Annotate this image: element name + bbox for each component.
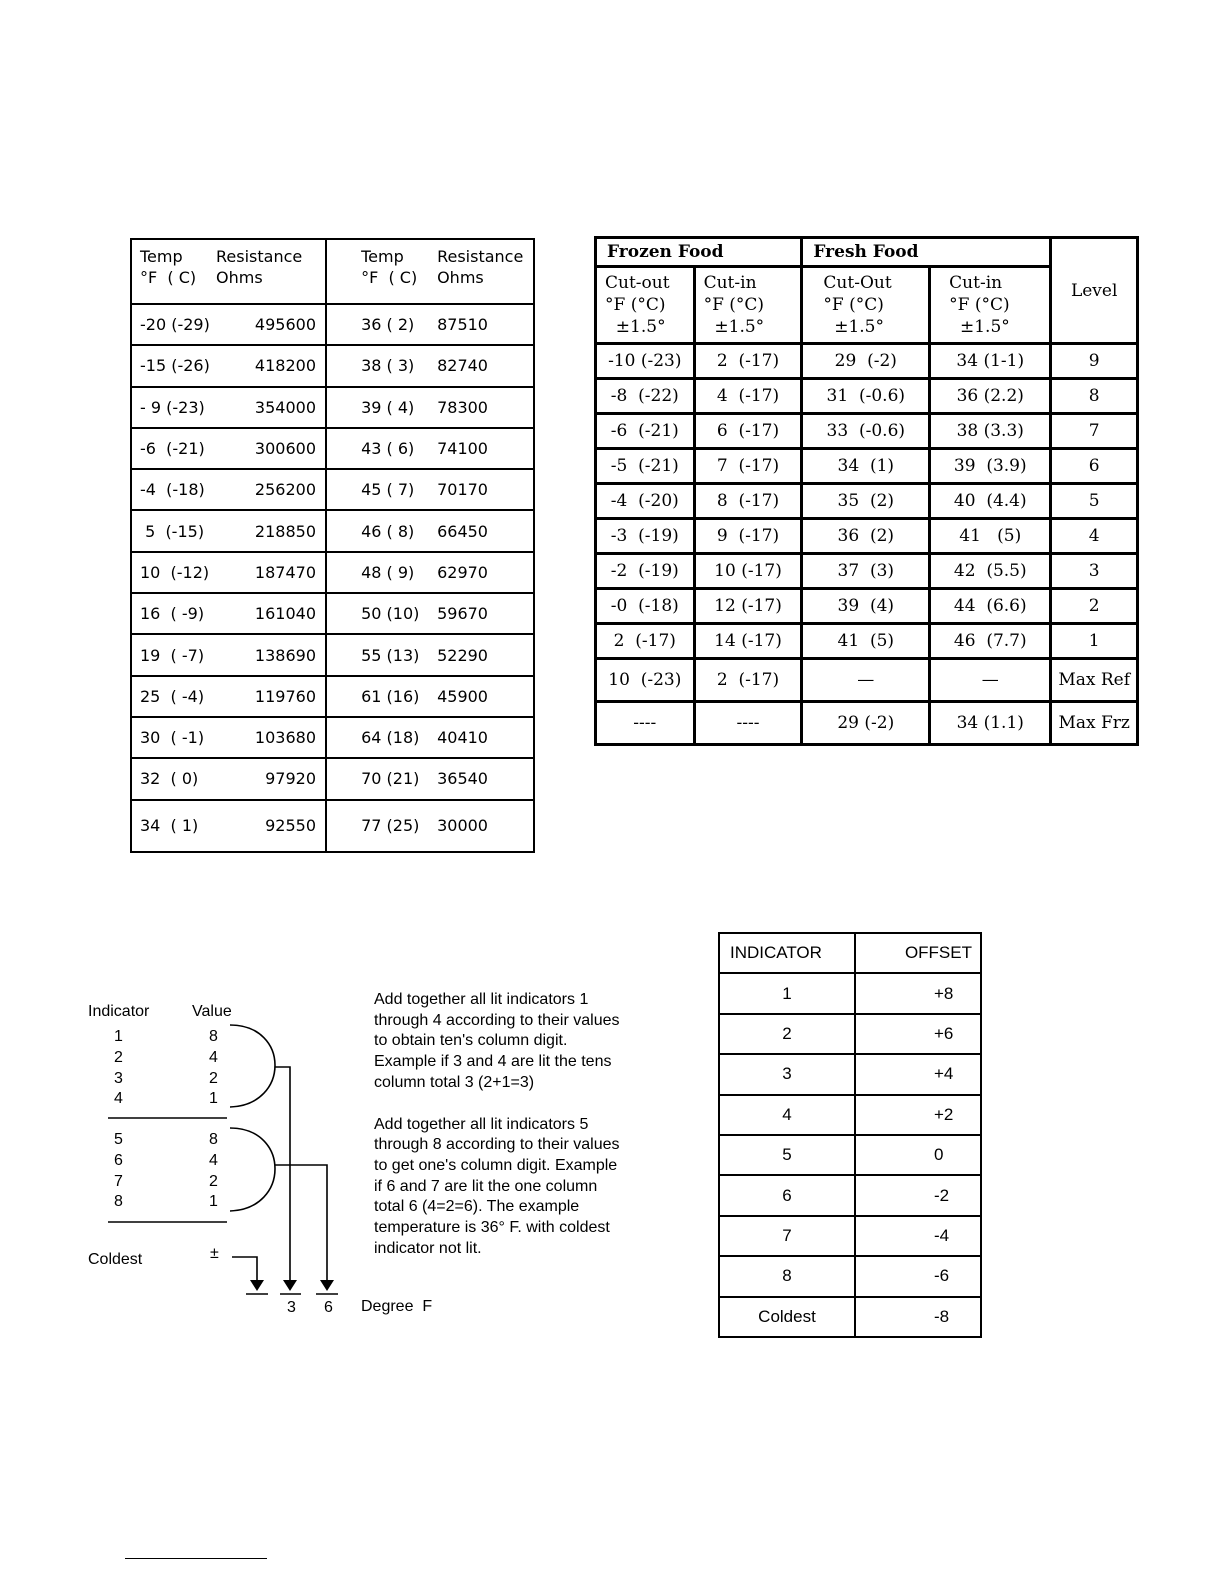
table-row [596, 344, 1138, 379]
resistance-left-cell [131, 717, 326, 758]
cut-cell-d: — [930, 659, 1051, 702]
table-row [131, 800, 534, 852]
table-row [596, 519, 1138, 554]
resistance-left-cell [131, 676, 326, 717]
cut-cell-b: 2 (-17) [694, 659, 802, 702]
resistance-left-cell [131, 387, 326, 428]
temp-value: - 9 (-23) [140, 397, 205, 417]
resistance-value: 40410 [437, 728, 488, 748]
table-row [131, 428, 534, 469]
table-row [596, 379, 1138, 414]
offset-cell: -6 [855, 1256, 981, 1296]
cut-cell-d: 42 (5.5) [930, 554, 1051, 589]
cut-cell-level: 3 [1051, 554, 1138, 589]
table-row [596, 589, 1138, 624]
cut-cell-a: -0 (-18) [596, 589, 695, 624]
indicator-number: 2 [114, 1048, 123, 1066]
table-row [596, 449, 1138, 484]
table-row [719, 973, 981, 1013]
cut-cell-b: 9 (-17) [694, 519, 802, 554]
table-row [719, 1135, 981, 1175]
temp-value: 25 ( -4) [140, 686, 205, 706]
resistance-left-cell [131, 800, 326, 852]
indicator-value: 2 [209, 1172, 218, 1190]
header-temp-right: Temp °F ( C) [361, 247, 418, 287]
resistance-value: 218850 [254, 521, 316, 541]
cut-cell-level: 9 [1051, 344, 1138, 379]
table-row [131, 552, 534, 593]
cut-cell-d: 39 (3.9) [930, 449, 1051, 484]
resistance-value: 78300 [437, 397, 488, 417]
indicator-cell: 3 [719, 1054, 855, 1094]
temp-value: 30 ( -1) [140, 728, 205, 748]
diagram-coldest-label: Coldest [88, 1251, 143, 1268]
resistance-right-cell [326, 717, 534, 758]
resistance-value: 66450 [437, 521, 488, 541]
resistance-header-left [131, 239, 326, 304]
sub-header-frozen-cutin: Cut-in °F (°C) ±1.5° [694, 267, 802, 344]
offset-cell: +4 [855, 1054, 981, 1094]
resistance-right-cell [326, 800, 534, 852]
resistance-left-cell [131, 469, 326, 510]
resistance-left-cell [131, 304, 326, 345]
resistance-right-cell [326, 758, 534, 799]
cut-cell-a: -6 (-21) [596, 414, 695, 449]
table-row [719, 1095, 981, 1135]
cut-cell-d: 40 (4.4) [930, 484, 1051, 519]
cut-cell-a: ---- [596, 702, 695, 745]
indicator-cell: 5 [719, 1135, 855, 1175]
table-row [131, 676, 534, 717]
level-header: Level [1051, 238, 1138, 344]
indicator-cell: 8 [719, 1256, 855, 1296]
cut-cell-b: 6 (-17) [694, 414, 802, 449]
table-row [719, 1297, 981, 1337]
resistance-left-cell [131, 552, 326, 593]
resistance-value: 52290 [437, 645, 488, 665]
resistance-left-cell [131, 634, 326, 675]
resistance-table [130, 238, 535, 853]
cut-cell-d: 44 (6.6) [930, 589, 1051, 624]
indicator-value: 8 [209, 1131, 218, 1148]
cut-cell-level: 2 [1051, 589, 1138, 624]
resistance-value: 70170 [437, 480, 488, 500]
resistance-right-cell [326, 387, 534, 428]
wire-coldest [232, 1257, 257, 1280]
offset-cell: +2 [855, 1095, 981, 1135]
header-temp-left: Temp °F ( C) [140, 247, 197, 287]
indicator-value: 4 [209, 1048, 218, 1066]
table-row [131, 717, 534, 758]
table-row [131, 387, 534, 428]
arrow-ones-icon [320, 1280, 334, 1291]
cut-cell-c: 33 (-0.6) [802, 414, 930, 449]
resistance-value: 82740 [437, 356, 488, 376]
wire-ones [275, 1165, 327, 1280]
resistance-value: 62970 [437, 562, 488, 582]
cut-cell-c: 36 (2) [802, 519, 930, 554]
cut-cell-level: 5 [1051, 484, 1138, 519]
cut-cell-c: — [802, 659, 930, 702]
offset-cell: -4 [855, 1216, 981, 1256]
header-resistance-right: Resistance Ohms [437, 247, 524, 287]
temp-value: 46 ( 8) [361, 521, 415, 541]
resistance-left-cell [131, 758, 326, 799]
diagram-digit-tens: 3 [287, 1299, 296, 1316]
cut-in-cut-out-table [594, 236, 1139, 746]
resistance-right-cell [326, 304, 534, 345]
resistance-right-cell [326, 428, 534, 469]
offset-cell: +8 [855, 973, 981, 1013]
table-row [719, 1216, 981, 1256]
table-row [596, 484, 1138, 519]
temp-value: 45 ( 7) [361, 480, 415, 500]
cut-cell-a: -4 (-20) [596, 484, 695, 519]
group-frozen-food: Frozen Food [596, 238, 802, 267]
indicator-value: 4 [209, 1151, 218, 1169]
resistance-left-cell [131, 593, 326, 634]
cut-group-header-row [596, 238, 1138, 267]
temp-value: 39 ( 4) [361, 397, 415, 417]
cut-cell-a: 2 (-17) [596, 624, 695, 659]
resistance-value: 30000 [437, 816, 488, 836]
resistance-value: 187470 [254, 562, 316, 582]
indicator-number: 5 [114, 1131, 123, 1148]
cut-cell-c: 39 (4) [802, 589, 930, 624]
temp-value: -6 (-21) [140, 439, 205, 459]
resistance-left-cell [131, 428, 326, 469]
offset-header-row [719, 933, 981, 973]
table-row [131, 758, 534, 799]
cut-cell-b: 10 (-17) [694, 554, 802, 589]
table-row [131, 634, 534, 675]
cut-cell-d: 41 (5) [930, 519, 1051, 554]
temp-value: 77 (25) [361, 816, 420, 836]
resistance-value: 418200 [254, 356, 316, 376]
resistance-value: 161040 [254, 604, 316, 624]
temp-value: 16 ( -9) [140, 604, 205, 624]
resistance-right-cell [326, 510, 534, 551]
indicator-value: 1 [209, 1090, 218, 1108]
resistance-header-right [326, 239, 534, 304]
explanation-text [374, 990, 624, 1280]
indicator-value: 1 [209, 1193, 218, 1211]
bracket-top [230, 1025, 275, 1107]
diagram-unit-label: Degree F [361, 1298, 433, 1315]
resistance-header-row [131, 239, 534, 304]
offset-cell: +6 [855, 1014, 981, 1054]
cut-cell-b: 7 (-17) [694, 449, 802, 484]
table-row [719, 1175, 981, 1215]
table-row [719, 1256, 981, 1296]
diagram-coldest-symbol: ± [210, 1245, 219, 1262]
resistance-left-cell [131, 345, 326, 386]
cut-cell-c: 31 (-0.6) [802, 379, 930, 414]
temp-value: 10 (-12) [140, 562, 210, 582]
indicator-number: 4 [114, 1090, 123, 1108]
cut-cell-a: 10 (-23) [596, 659, 695, 702]
cut-cell-level: 8 [1051, 379, 1138, 414]
temp-value: 36 ( 2) [361, 315, 415, 335]
sub-header-fresh-cutout: Cut-Out °F (°C) ±1.5° [802, 267, 930, 344]
explanation-para-1: Add together all lit indicators 1 through 4 according to their values to obtain ten's column digit. Example if 3 and 4 are lit the tens column total 3 (2+1=3) [374, 991, 620, 1091]
indicator-cell: 4 [719, 1095, 855, 1135]
cut-cell-c: 34 (1) [802, 449, 930, 484]
table-row [596, 624, 1138, 659]
resistance-value: 354000 [254, 397, 316, 417]
cut-cell-a: -5 (-21) [596, 449, 695, 484]
indicator-cell: 7 [719, 1216, 855, 1256]
header-resistance-left: Resistance Ohms [216, 247, 303, 287]
cut-cell-c: 41 (5) [802, 624, 930, 659]
temp-value: -4 (-18) [140, 480, 205, 500]
table-row [131, 510, 534, 551]
cut-cell-b: 2 (-17) [694, 344, 802, 379]
cut-cell-c: 29 (-2) [802, 344, 930, 379]
temp-value: 50 (10) [361, 604, 420, 624]
offset-cell: -2 [855, 1175, 981, 1215]
offset-header-indicator: INDICATOR [719, 933, 855, 973]
indicator-number: 8 [114, 1193, 123, 1211]
cut-cell-a: -2 (-19) [596, 554, 695, 589]
cut-cell-level: Max Frz [1051, 702, 1138, 745]
cut-cell-d: 38 (3.3) [930, 414, 1051, 449]
resistance-value: 103680 [254, 728, 316, 748]
resistance-value: 300600 [254, 439, 316, 459]
cut-cell-b: 14 (-17) [694, 624, 802, 659]
arrow-coldest-icon [250, 1280, 264, 1291]
cut-cell-d: 34 (1-1) [930, 344, 1051, 379]
table-row [131, 345, 534, 386]
resistance-value: 97920 [265, 769, 316, 789]
indicator-number: 3 [114, 1069, 123, 1087]
indicator-cell: 2 [719, 1014, 855, 1054]
resistance-value: 74100 [437, 439, 488, 459]
indicator-value: 8 [209, 1028, 218, 1045]
table-row [131, 469, 534, 510]
temp-value: -15 (-26) [140, 356, 210, 376]
table-row [719, 1054, 981, 1094]
sub-header-fresh-cutin: Cut-in °F (°C) ±1.5° [930, 267, 1051, 344]
wire-tens [275, 1067, 290, 1280]
explanation-para-2: Add together all lit indicators 5 through 8 according to their values to get one's column digit. Example if 6 and 7 are lit the one column total 6 (4=2=6). The example temperature is 36° F. with coldest indicator not lit. [374, 1115, 620, 1257]
table-row [719, 1014, 981, 1054]
resistance-right-cell [326, 469, 534, 510]
resistance-value: 87510 [437, 315, 488, 335]
resistance-right-cell [326, 552, 534, 593]
indicator-cell: 1 [719, 973, 855, 1013]
resistance-value: 45900 [437, 686, 488, 706]
table-row [596, 659, 1138, 702]
table-row [596, 554, 1138, 589]
temp-value: 43 ( 6) [361, 439, 415, 459]
table-row [131, 304, 534, 345]
resistance-value: 92550 [265, 816, 316, 836]
indicator-number: 6 [114, 1151, 123, 1169]
table-row [596, 702, 1138, 745]
indicator-number: 1 [114, 1028, 123, 1045]
resistance-right-cell [326, 676, 534, 717]
diagram-col-indicator: Indicator [88, 1003, 150, 1020]
cut-cell-a: -3 (-19) [596, 519, 695, 554]
indicator-offset-table [718, 932, 982, 1338]
cut-cell-c: 35 (2) [802, 484, 930, 519]
offset-cell: -8 [855, 1297, 981, 1337]
table-row [131, 593, 534, 634]
cut-cell-b: 12 (-17) [694, 589, 802, 624]
resistance-value: 59670 [437, 604, 488, 624]
offset-cell: 0 [855, 1135, 981, 1175]
resistance-value: 36540 [437, 769, 488, 789]
temp-value: -20 (-29) [140, 315, 210, 335]
diagram-wiring [80, 995, 380, 1325]
temp-value: 48 ( 9) [361, 562, 415, 582]
temp-value: 38 ( 3) [361, 356, 415, 376]
temp-value: 32 ( 0) [140, 769, 199, 789]
cut-cell-level: 7 [1051, 414, 1138, 449]
offset-header-offset: OFFSET [855, 933, 981, 973]
cut-cell-d: 36 (2.2) [930, 379, 1051, 414]
indicator-cell: Coldest [719, 1297, 855, 1337]
arrow-tens-icon [283, 1280, 297, 1291]
temp-value: 5 (-15) [140, 521, 205, 541]
cut-cell-d: 46 (7.7) [930, 624, 1051, 659]
resistance-right-cell [326, 634, 534, 675]
resistance-left-cell [131, 510, 326, 551]
cut-cell-level: 1 [1051, 624, 1138, 659]
resistance-value: 495600 [254, 315, 316, 335]
resistance-value: 119760 [254, 686, 316, 706]
indicator-cell: 6 [719, 1175, 855, 1215]
cut-cell-b: 4 (-17) [694, 379, 802, 414]
diagram-col-value: Value [192, 1003, 232, 1020]
resistance-value: 256200 [254, 480, 316, 500]
diagram-digit-ones: 6 [324, 1299, 333, 1316]
resistance-right-cell [326, 593, 534, 634]
cut-cell-c: 37 (3) [802, 554, 930, 589]
table-row [596, 414, 1138, 449]
temp-value: 70 (21) [361, 769, 420, 789]
temp-value: 61 (16) [361, 686, 420, 706]
sub-header-frozen-cutout: Cut-out °F (°C) ±1.5° [596, 267, 695, 344]
resistance-right-cell [326, 345, 534, 386]
indicator-number: 7 [114, 1172, 123, 1190]
temp-value: 19 ( -7) [140, 645, 205, 665]
resistance-value: 138690 [254, 645, 316, 665]
footnote-separator [125, 1558, 267, 1559]
cut-cell-level: 6 [1051, 449, 1138, 484]
temp-value: 55 (13) [361, 645, 420, 665]
bracket-bottom [230, 1128, 275, 1211]
cut-cell-c: 29 (-2) [802, 702, 930, 745]
cut-cell-b: ---- [694, 702, 802, 745]
cut-cell-d: 34 (1.1) [930, 702, 1051, 745]
group-fresh-food: Fresh Food [802, 238, 1051, 267]
cut-cell-a: -10 (-23) [596, 344, 695, 379]
cut-cell-level: Max Ref [1051, 659, 1138, 702]
temp-value: 34 ( 1) [140, 816, 199, 836]
indicator-value: 2 [209, 1069, 218, 1087]
cut-cell-a: -8 (-22) [596, 379, 695, 414]
temp-value: 64 (18) [361, 728, 420, 748]
cut-cell-level: 4 [1051, 519, 1138, 554]
cut-cell-b: 8 (-17) [694, 484, 802, 519]
